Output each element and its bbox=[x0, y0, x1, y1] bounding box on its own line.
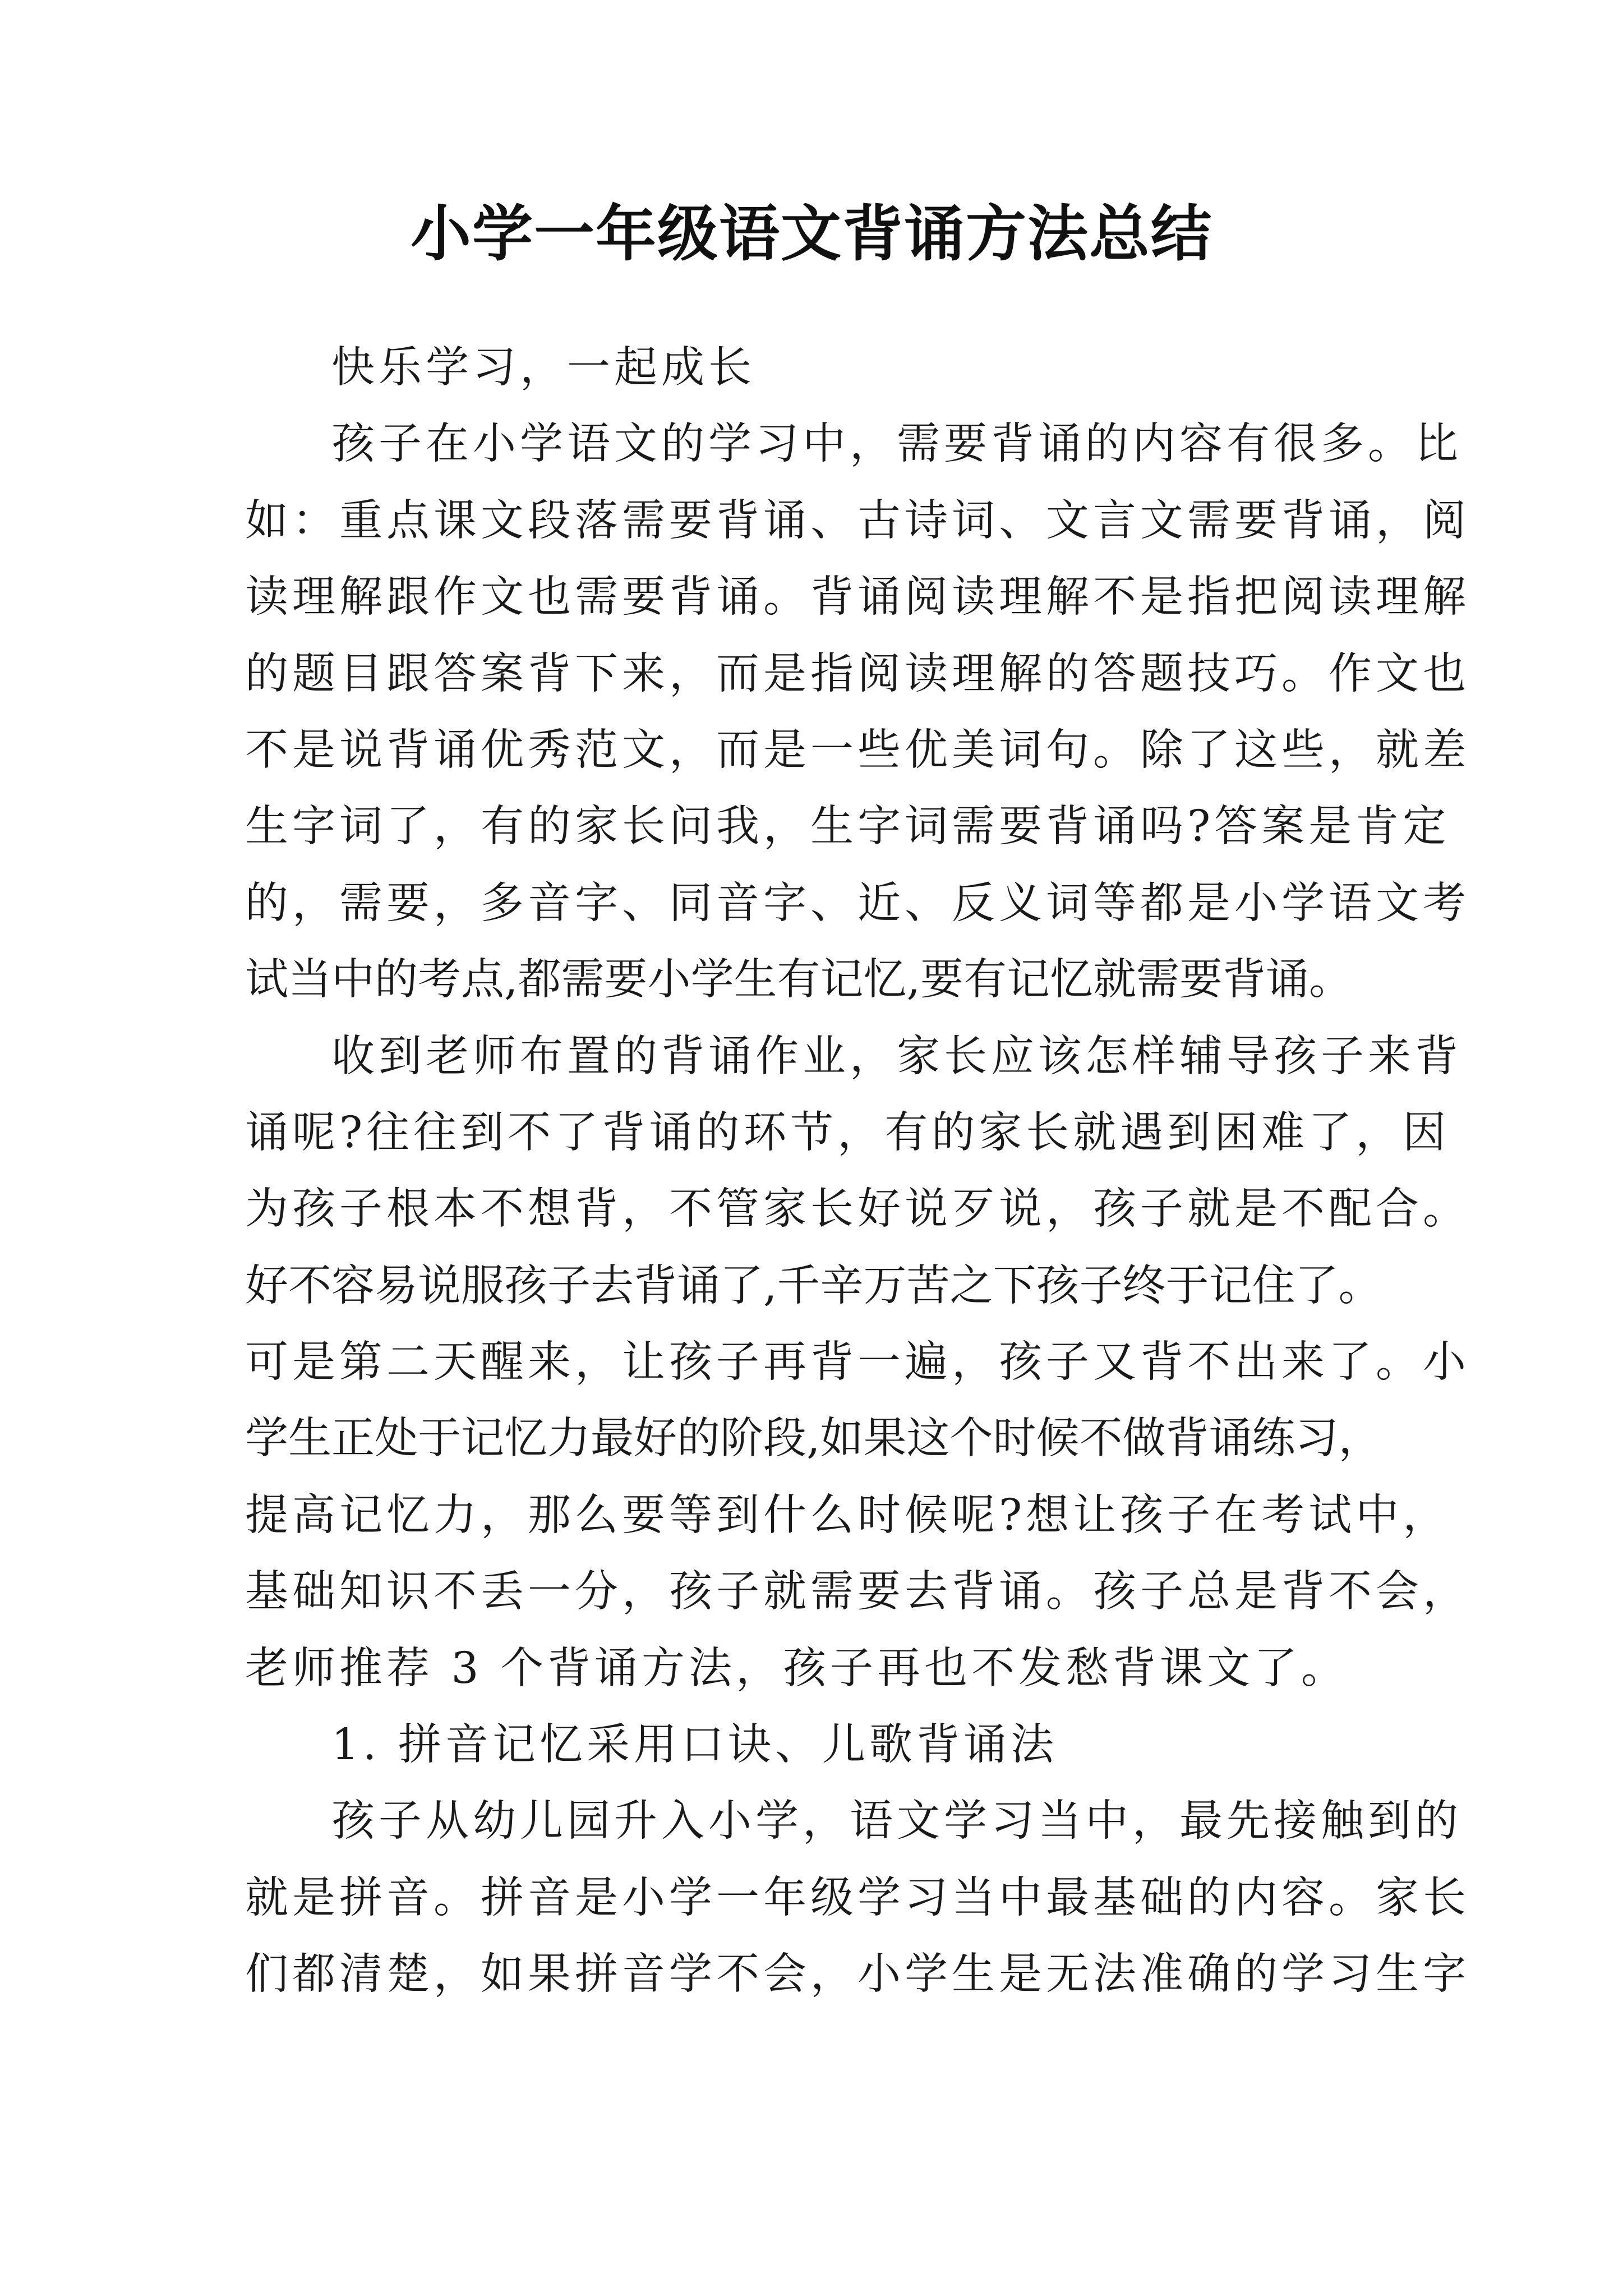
text-line: 可是第二天醒来，让孩子再背一遍，孩子又背不出来了。小 bbox=[245, 1337, 1470, 1388]
text-line: 快乐学习，一起成长 bbox=[331, 343, 755, 393]
text-line: 的，需要，多音字、同音字、近、反义词等都是小学语文考 bbox=[245, 878, 1470, 928]
document-title: 小学一年级语文背诵方法总结 bbox=[410, 199, 1212, 269]
text-line: 为孩子根本不想背，不管家长好说歹说，孩子就是不配合。 bbox=[245, 1184, 1470, 1235]
text-line: 诵呢?往往到不了背诵的环节，有的家长就遇到困难了，因 bbox=[245, 1107, 1450, 1158]
text-line: 提高记忆力，那么要等到什么时候呢?想让孩子在考试中， bbox=[245, 1490, 1450, 1540]
text-line: 就是拼音。拼音是小学一年级学习当中最基础的内容。家长 bbox=[245, 1872, 1470, 1923]
text-line: 老师推荐 3 个背诵方法，孩子再也不发愁背课文了。 bbox=[245, 1643, 1348, 1694]
text-line: 如：重点课文段落需要背诵、古诗词、文言文需要背诵，阅 bbox=[245, 495, 1470, 546]
text-line: 孩子在小学语文的学习中，需要背诵的内容有很多。比 bbox=[331, 419, 1462, 470]
text-line: 们都清楚，如果拼音学不会，小学生是无法准确的学习生字 bbox=[245, 1949, 1470, 2000]
text-line: 收到老师布置的背诵作业，家长应该怎样辅导孩子来背 bbox=[331, 1031, 1462, 1082]
text-line: 读理解跟作文也需要背诵。背诵阅读理解不是指把阅读理解 bbox=[245, 572, 1470, 623]
document-body bbox=[245, 330, 1470, 2013]
text-line: 1. 拼音记忆采用口诀、儿歌背诵法 bbox=[331, 1720, 1058, 1770]
text-line: 生字词了，有的家长问我，生字词需要背诵吗?答案是肯定 bbox=[245, 802, 1450, 852]
text-line: 试当中的考点,都需要小学生有记忆,要有记忆就需要背诵。 bbox=[245, 955, 1352, 1005]
text-line: 好不容易说服孩子去背诵了,千辛万苦之下孩子终于记住了。 bbox=[245, 1260, 1382, 1311]
text-line: 不是说背诵优秀范文，而是一些优美词句。除了这些，就差 bbox=[245, 725, 1470, 775]
text-line: 的题目跟答案背下来，而是指阅读理解的答题技巧。作文也 bbox=[245, 648, 1470, 699]
text-line: 基础知识不丢一分，孩子就需要去背诵。孩子总是背不会， bbox=[245, 1567, 1470, 1617]
text-line: 学生正处于记忆力最好的阶段,如果这个时候不做背诵练习， bbox=[245, 1414, 1382, 1464]
text-line: 孩子从幼儿园升入小学，语文学习当中，最先接触到的 bbox=[331, 1796, 1462, 1847]
